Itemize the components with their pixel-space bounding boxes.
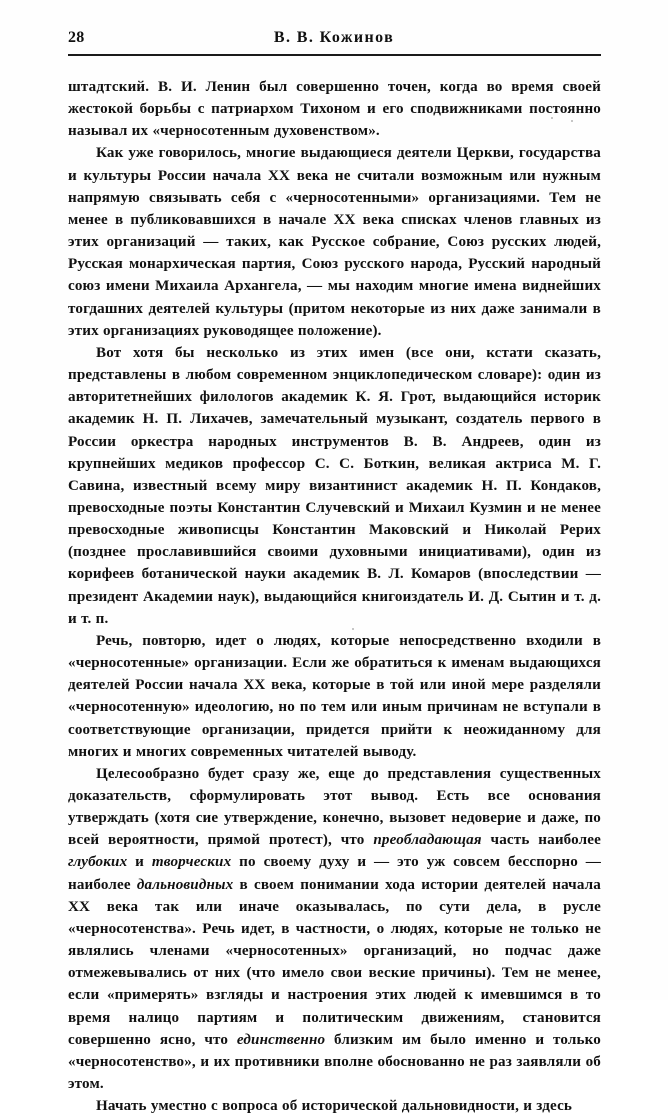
emphasized-text: единственно <box>236 1031 326 1048</box>
body-text: близким им было именно и только «черносотенство», и их противники вполне обоснованно не раз заявляли об этом. <box>68 1031 601 1093</box>
body-text: часть наиболее <box>481 832 601 849</box>
running-head-title: В. В. Кожинов <box>273 29 395 46</box>
text-block <box>68 76 601 1117</box>
emphasized-text: преобладающая <box>373 832 482 849</box>
scan-speck <box>571 120 573 122</box>
running-head <box>68 28 600 54</box>
paragraph-2: Как уже говорилось, многие выдающиеся деятели Церкви, государства и культуры России начала XX века не считали возможным или нужным напрямую связывать себя с «черносотенными» организациями. Тем не менее в публиковавшихся в начале XX века списках членов главных из этих организаций — таких, как Русское собрание, Союз русских людей, Русская монархическая партия, Союз русского народа, Русский народный союз имени Михаила Архангела, — мы находим многие имена виднейших тогдашних деятелей культуры (притом некоторые из них даже занимали в этих организациях руководящее положение). <box>68 145 601 339</box>
paragraph-4: Речь, повторю, идет о людях, которые непосредственно входили в «черносотенные» организации. Если же обратиться к именам выдающихся деятелей России начала XX века, которые в той или иной мере разделяли «черносотенную» идеологию, но по тем или иным причинам не вступали в соответствующие организации, придется прийти к неожиданному для многих и многих современных читателей выводу. <box>68 632 601 760</box>
header-rule <box>68 54 601 56</box>
emphasized-text: глубоких <box>68 854 128 871</box>
page-number: 28 <box>68 29 85 46</box>
body-text: в своем понимании хода истории деятелей начала XX века так или иначе оказывалась, по сути дела, в русле «черносотенства». Речь идет, в частности, о людях, которые не только не являлись членами «черносотенных» организаций, но подчас даже отмежевывались от них (что имело свои веские причины). Тем не менее, если «примерять» взгляды и настроения этих людей к имевшимся в то время налицо партиям и политическим движениям, становится совершенно ясно, что <box>68 876 601 1048</box>
paragraph-5 <box>68 763 601 1095</box>
emphasized-text: творческих <box>151 854 232 871</box>
paragraph-6: Начать уместно с вопроса об исторической дальновидности, и здесь <box>96 1098 573 1115</box>
body-text: и <box>127 854 152 871</box>
emphasized-text: дальновидных <box>136 876 234 893</box>
body-text: по своему духу и — это уж совсем бесспорно — наиболее <box>68 854 601 893</box>
paragraph-1: штадтский. В. И. Ленин был совершенно точен, когда во время своей жестокой борьбы с патриархом Тихоном и его сподвижниками постоянно называл их «черносотенным духовенством». <box>68 79 601 140</box>
scan-speck <box>352 628 354 630</box>
body-text: Целесообразно будет сразу же, еще до представления существенных доказательств, сформулировать этот вывод. Есть все основания утверждать (хотя сие утверждение, конечно, вызовет недоверие и даже, по всей вероятности, прямой протест), что <box>68 765 601 849</box>
scan-speck <box>551 117 553 119</box>
paragraph-3: Вот хотя бы несколько из этих имен (все они, кстати сказать, представлены в любом современном энциклопедическом словаре): один из авторитетнейших филологов академик К. Я. Грот, выдающийся историк академик Н. П. Лихачев, замечательный музыкант, создатель первого в России оркестра народных инструментов В. В. Андреев, один из крупнейших медиков профессор С. С. Боткин, великая актриса М. Г. Савина, известный всему миру византинист академик Н. П. Кондаков, превосходные поэты Константин Случевский и Михаил Кузмин и не менее превосходные живописцы Константин Маковский и Николай Рерих (позднее прославившийся своими духовными инициативами), один из корифеев ботанической науки академик В. Л. Комаров (впоследствии — президент Академии наук), выдающийся книгоиздатель И. Д. Сытин и т. д. и т. п. <box>68 344 601 627</box>
